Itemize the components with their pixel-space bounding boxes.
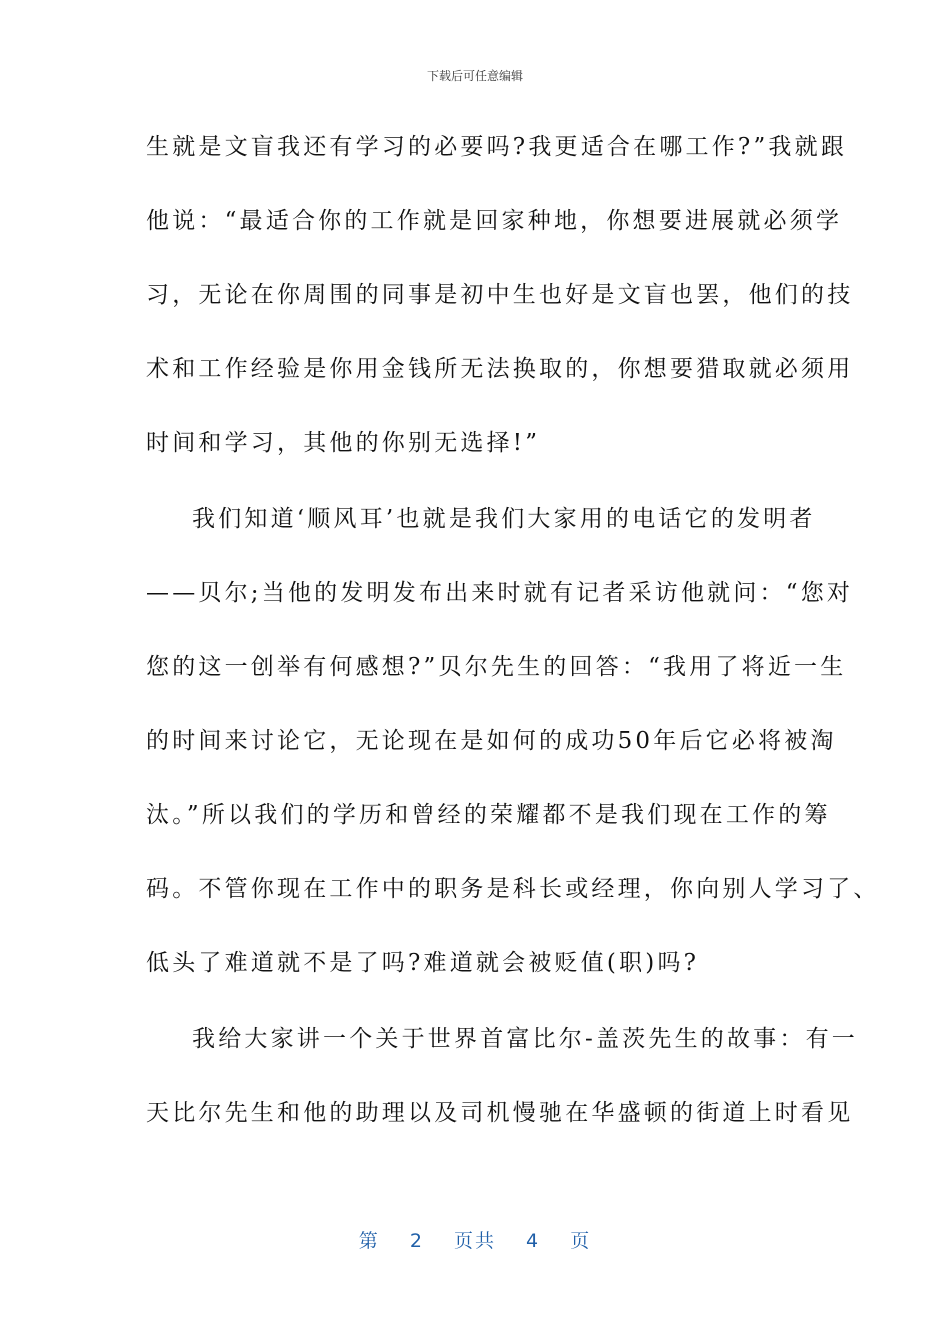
body-line: 习，无论在你周围的同事是初中生也好是文盲也罢，他们的技: [146, 282, 854, 308]
body-line: 码。不管你现在工作中的职务是科长或经理，你向别人学习了、: [146, 876, 880, 902]
body-line: ——贝尔;当他的发明发布出来时就有记者采访他就问：“您对: [146, 580, 854, 606]
body-line: 时间和学习，其他的你别无选择!”: [146, 430, 541, 456]
body-line-paragraph-start: 我给大家讲一个关于世界首富比尔-盖茨先生的故事：有一: [192, 1026, 858, 1052]
body-line: 您的这一创举有何感想?”贝尔先生的回答：“我用了将近一生: [146, 654, 847, 680]
body-line: 术和工作经验是你用金钱所无法换取的，你想要猎取就必须用: [146, 356, 854, 382]
body-line: 低头了难道就不是了吗?难道就会被贬值(职)吗?: [146, 950, 700, 976]
body-line: 汰。”所以我们的学历和曾经的荣耀都不是我们现在工作的筹: [146, 802, 831, 828]
body-line: 他说：“最适合你的工作就是回家种地，你想要进展就必须学: [146, 208, 843, 234]
body-line: 天比尔先生和他的助理以及司机慢驰在华盛顿的街道上时看见: [146, 1100, 854, 1126]
body-line-paragraph-start: 我们知道‘顺风耳’也就是我们大家用的电话它的发明者: [192, 506, 816, 532]
body-line: 的时间来讨论它，无论现在是如何的成功50年后它必将被淘: [146, 728, 837, 754]
body-line: 生就是文盲我还有学习的必要吗?我更适合在哪工作?”我就跟: [146, 134, 848, 160]
footer-prefix: 第: [358, 1230, 380, 1252]
footer-middle: 页共: [453, 1230, 496, 1252]
footer-page-number: 2: [409, 1230, 424, 1252]
page-footer: [0, 1226, 950, 1253]
page-header-note: 下载后可任意编辑: [426, 69, 523, 83]
footer-suffix: 页: [570, 1230, 592, 1252]
footer-total-pages: 4: [526, 1230, 541, 1252]
